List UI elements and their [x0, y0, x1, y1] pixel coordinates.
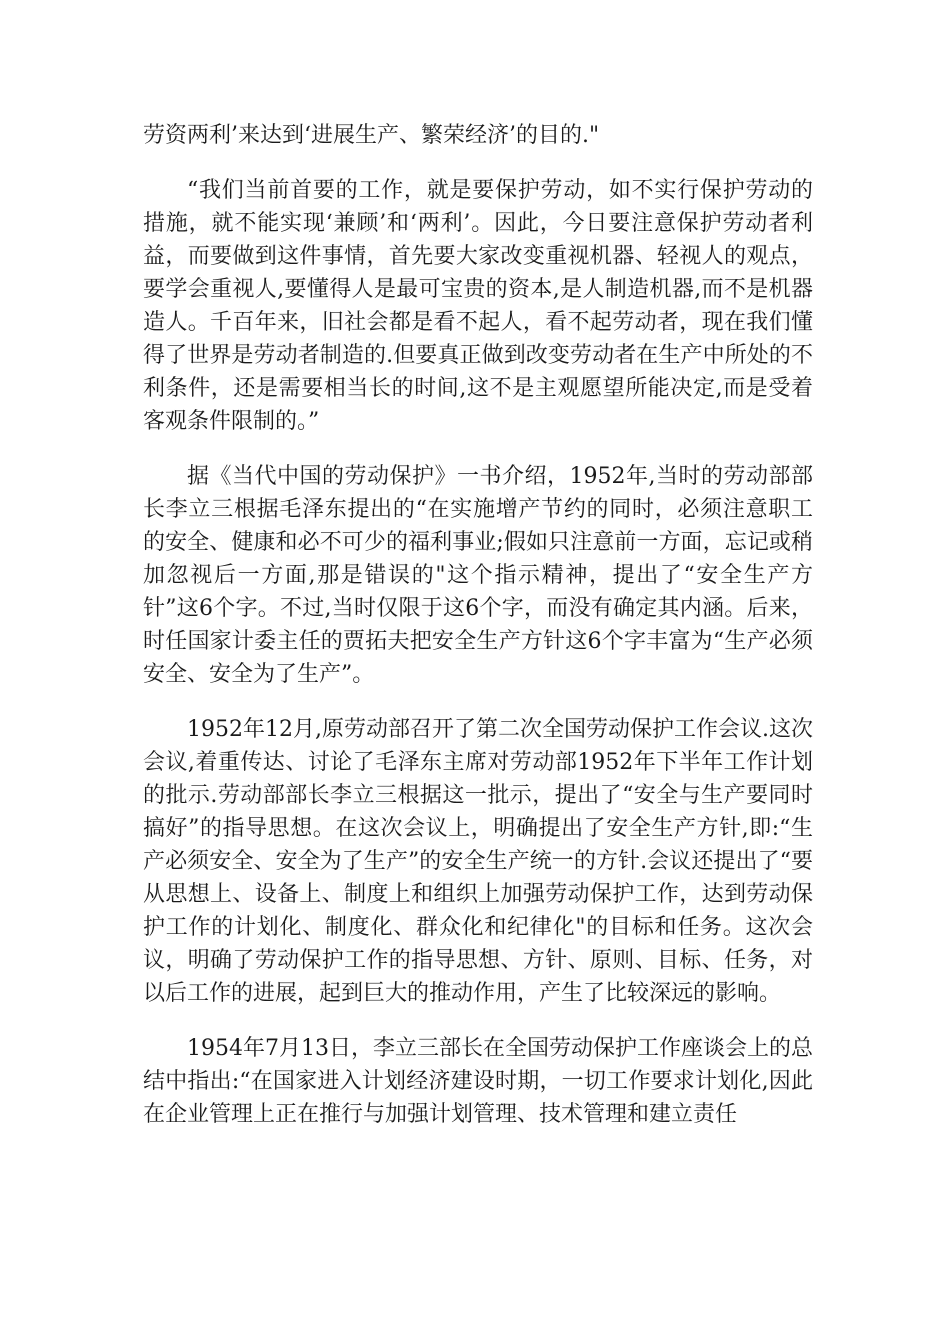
paragraph-4: 1952年12月,原劳动部召开了第二次全国劳动保护工作会议.这次会议,着重传达、讨论了毛泽东主席对劳动部1952年下半年工作计划的批示.劳动部部长李立三根据这一批示，提出了“安全与生产要同时搞好”的指导思想。在这次会议上，明确提出了安全生产方针,即:“生产必须安全、安全为了生产”的安全生产统一的方针.会议还提出了“要从思想上、设备上、制度上和组织上加强劳动保护工作，达到劳动保护工作的计划化、制度化、群众化和纪律化"的目标和任务。这次会议，明确了劳动保护工作的指导思想、方针、原则、目标、任务，对以后工作的进展，起到巨大的推动作用，产生了比较深远的影响。: [143, 717, 813, 1006]
paragraph-2: “我们当前首要的工作，就是要保护劳动，如不实行保护劳动的措施，就不能实现‘兼顾’和‘两利’。因此，今日要注意保护劳动者利益，而要做到这件事情，首先要大家改变重视机器、轻视人的观点，要学会重视人,要懂得人是最可宝贵的资本,是人制造机器,而不是机器造人。千百年来，旧社会都是看不起人，看不起劳动者，现在我们懂得了世界是劳动者制造的.但要真正做到改变劳动者在生产中所处的不利条件，还是需要相当长的时间,这不是主观愿望所能决定,而是受着客观条件限制的。”: [143, 178, 813, 434]
document-body: [143, 119, 813, 1153]
paragraph-5: 1954年7月13日，李立三部长在全国劳动保护工作座谈会上的总结中指出:“在国家进入计划经济建设时期，一切工作要求计划化,因此在企业管理上正在推行与加强计划管理、技术管理和建立责任: [143, 1036, 813, 1127]
paragraph-1: 劳资两利’来达到‘进展生产、繁荣经济’的目的.": [143, 123, 600, 148]
paragraph-3: 据《当代中国的劳动保护》一书介绍，1952年,当时的劳动部部长李立三根据毛泽东提出的“在实施增产节约的同时，必须注意职工的安全、健康和必不可少的福利事业;假如只注意前一方面，忘记或稍加忽视后一方面,那是错误的"这个指示精神，提出了“安全生产方针”这6个字。不过,当时仅限于这6个字，而没有确定其内涵。后来，时任国家计委主任的贾拓夫把安全生产方针这6个字丰富为“生产必须安全、安全为了生产”。: [143, 464, 813, 687]
